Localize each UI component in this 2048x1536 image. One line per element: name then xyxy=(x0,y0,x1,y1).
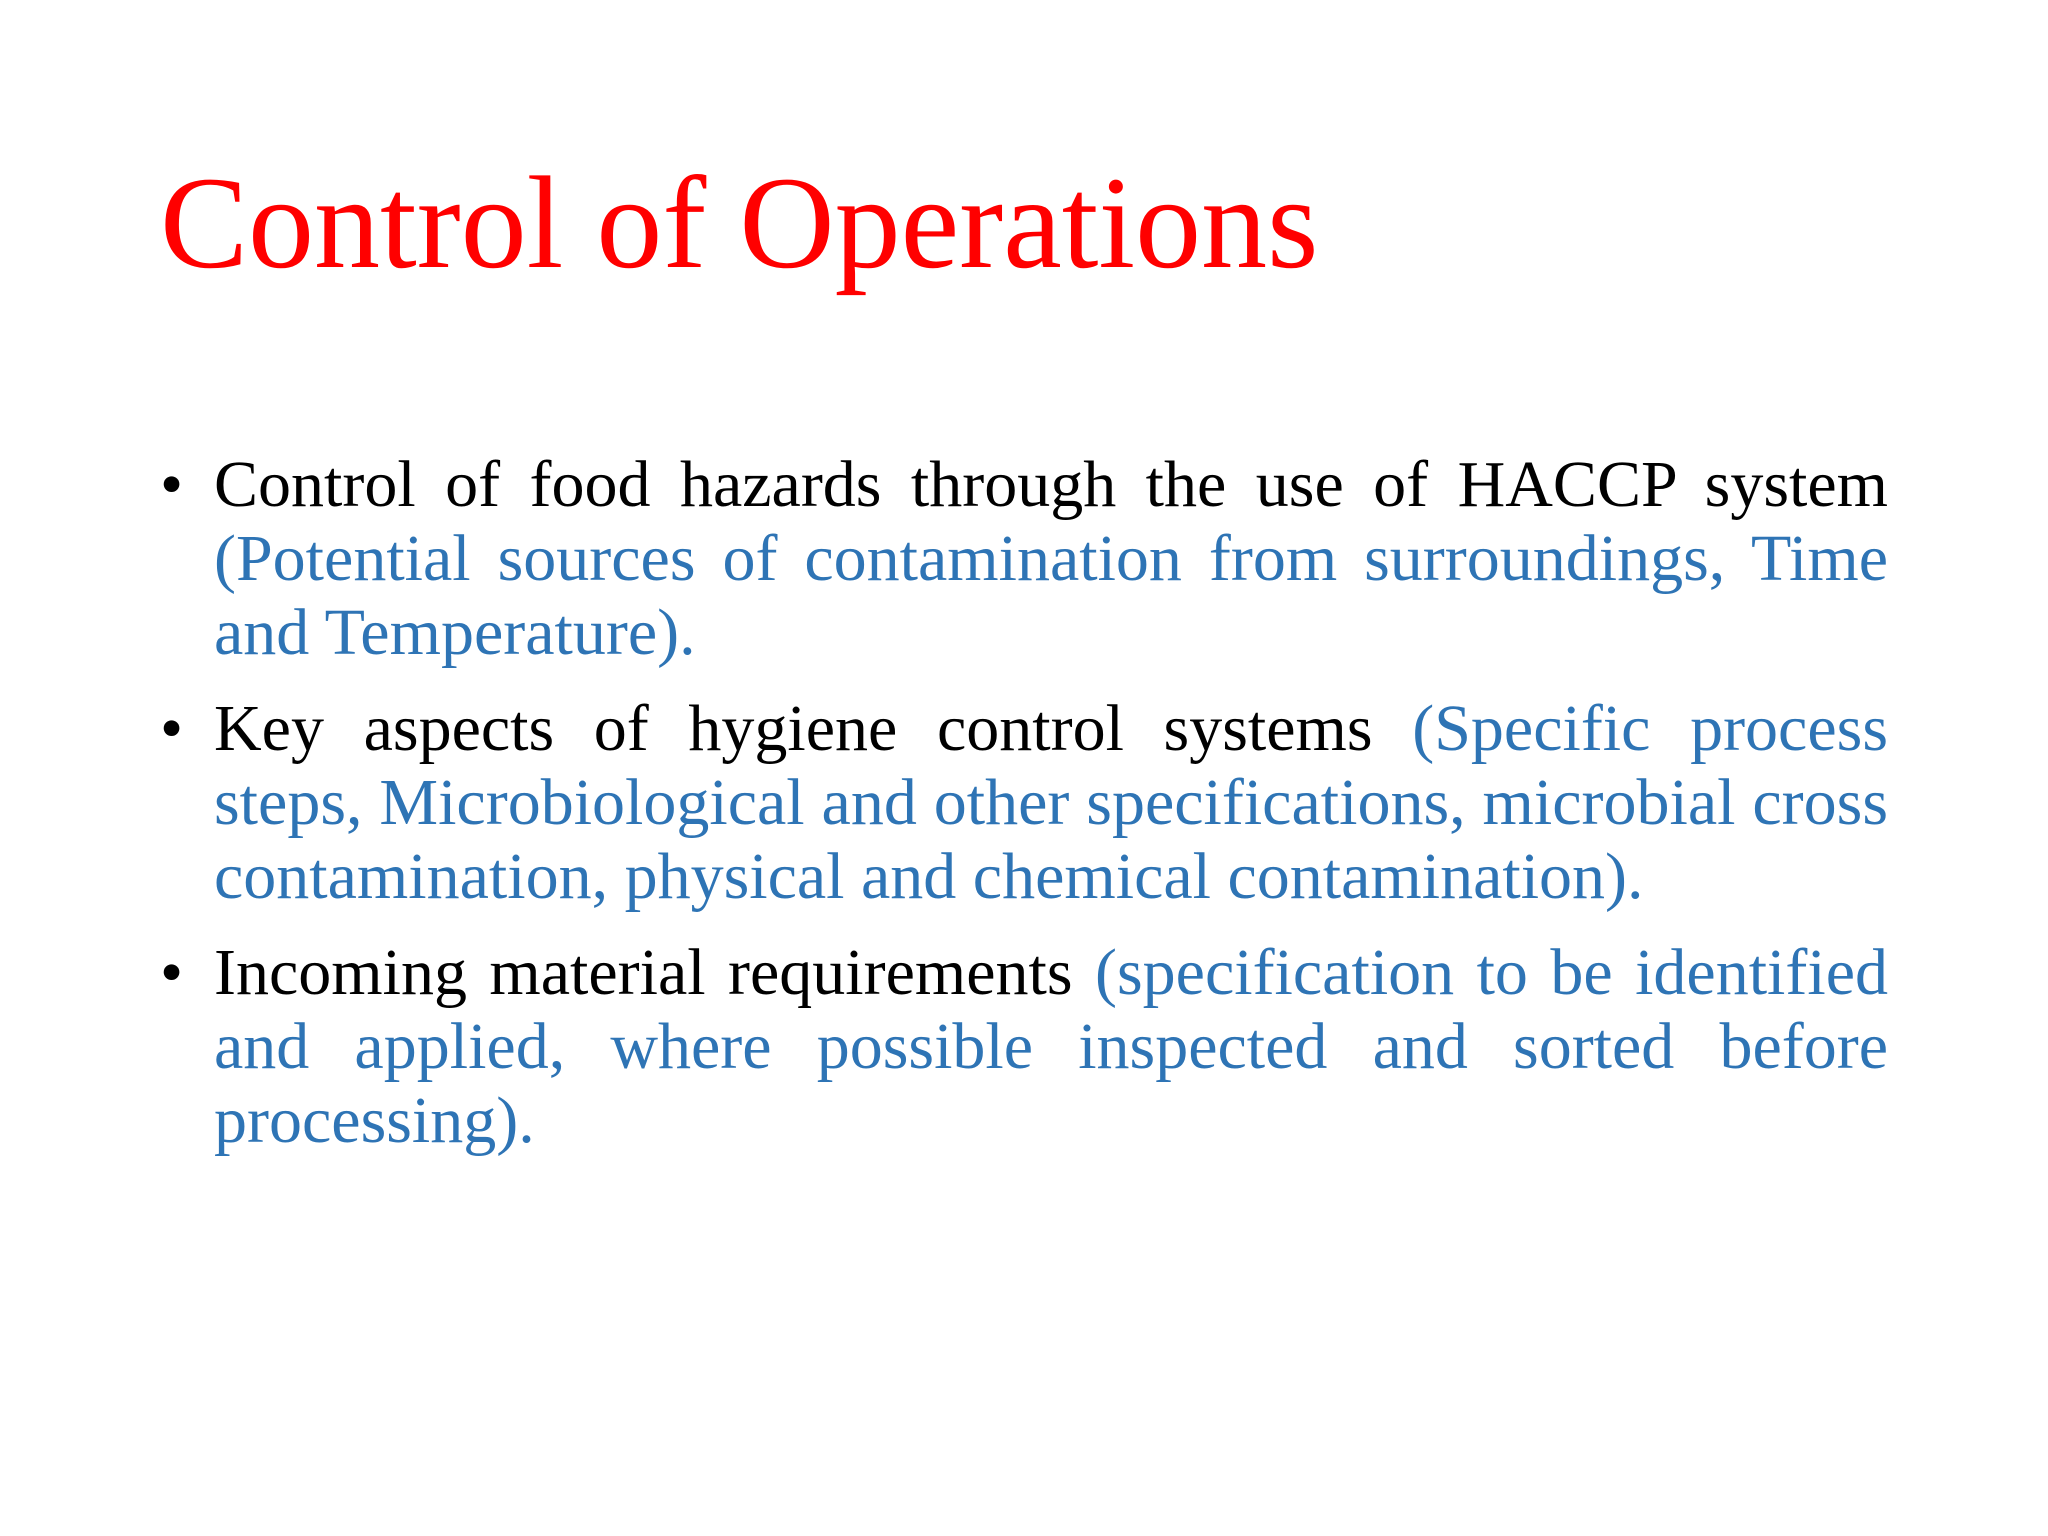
bullet-item-hygiene-control xyxy=(160,692,1888,914)
bullet-list xyxy=(160,448,1888,1180)
bullet-icon: • xyxy=(160,692,184,765)
bullet-main-text: Incoming material requirements xyxy=(214,936,1095,1009)
bullet-main-text: Control of food hazards through the use of HACCP system xyxy=(214,448,1888,521)
bullet-detail-text: (specification to be identified and applied, where possible inspected and sorted before processing). xyxy=(214,936,1888,1157)
bullet-detail-text: (Specific process steps, Microbiological and other specifications, microbial cross contamination, physical and chemical contamination). xyxy=(214,692,1889,913)
slide-title: Control of Operations xyxy=(160,149,1319,296)
bullet-icon: • xyxy=(160,936,184,1009)
bullet-detail-text: (Potential sources of contamination from surroundings, Time and Temperature). xyxy=(214,522,1888,669)
bullet-item-haccp xyxy=(160,448,1888,670)
bullet-icon: • xyxy=(160,448,184,521)
bullet-item-incoming-material xyxy=(160,936,1888,1158)
bullet-main-text: Key aspects of hygiene control systems xyxy=(214,692,1413,765)
